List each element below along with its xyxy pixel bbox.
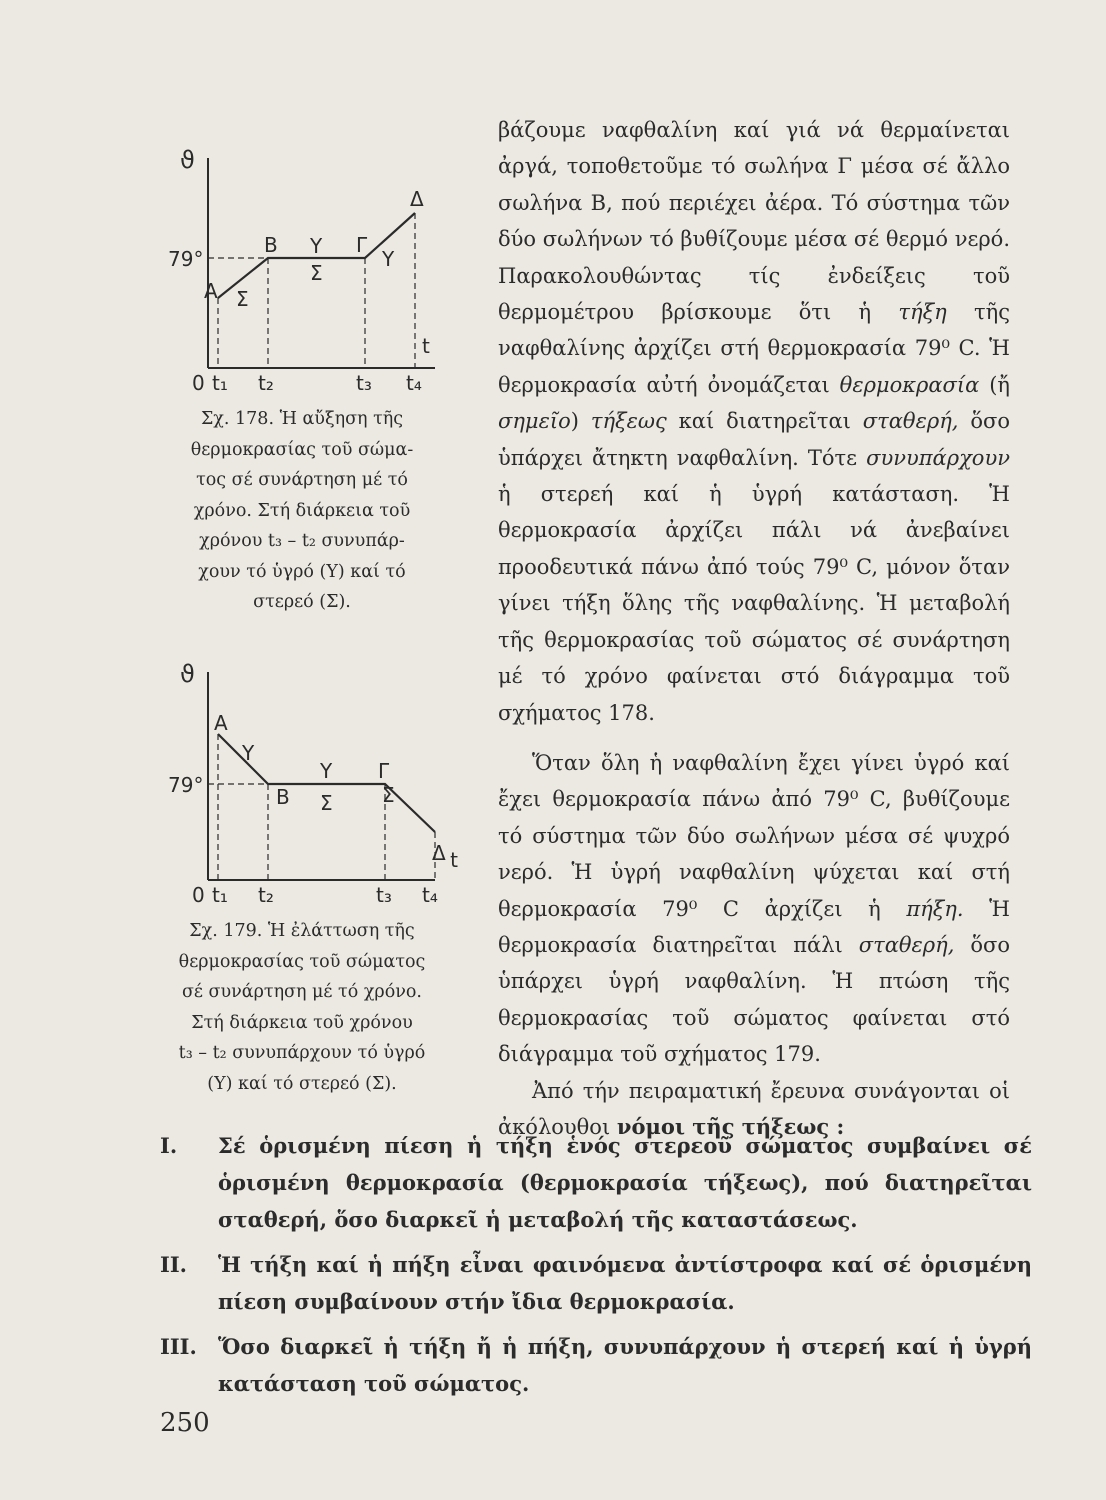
caption-line: Στή διάρκεια τοῦ χρόνου (191, 1012, 413, 1033)
caption-line: σέ συνάρτηση μέ τό χρόνο. (181, 982, 422, 1002)
paragraph-melting: βάζουμε ναφθαλίνη καί γιά νά θερμαίνεται ἀργά, τοποθετοῦμε τό σωλήνα Γ μέσα σέ ἄλλο σωλήνα Β, πού περιέχει ἀέρα. Τό σύστημα τῶν δύο σωλήνων τό βυθίζουμε μέσα σέ θερμό νερό. Παρακολουθώντας τίς ἐνδείξεις τοῦ θερμομέτρου βρίσκουμε ὅτι ἡ τήξη τῆς ναφθαλίνης ἀρχίζει στή θερμοκρασία 79⁰ C. Ἡ θερμοκρασία αὐτή ὀνομάζεται θερμοκρασία (ἤ σημεῖο) τήξεως καί διατηρεῖται σταθερή, ὅσο ὑπάρχει ἄτηκτη ναφθαλίνη. Τότε συνυπάρχουν ἡ στερεή καί ἡ ὑγρή κατάσταση. Ἡ θερμοκρασία ἀρχίζει πάλι νά ἀνεβαίνει προοδευτικά πάνω ἀπό τούς 79⁰ C, μόνον ὅταν γίνει τήξη ὅλης τῆς ναφθαλίνης. Ἡ μεταβολή τῆς θερμοκρασίας τοῦ σώματος σέ συνάρτηση μέ τό χρόνο φαίνεται στό διάγραμμα τοῦ σχήματος 178. (498, 118, 1010, 725)
origin-label: 0 (192, 883, 205, 907)
caption-line: Σχ. 179. Ἡ ἐλάττωση τῆς (189, 921, 415, 941)
caption-line: t₃ – t₂ συνυπάρχουν τό ὑγρό (178, 1043, 426, 1063)
point-g-label: Γ (356, 233, 368, 257)
point-d-label: Δ (410, 187, 424, 211)
liquid-label-1: Υ (310, 234, 323, 258)
t2-label: t₂ (258, 371, 274, 395)
caption-line: στερεό (Σ). (253, 592, 351, 612)
law-3: ΙΙΙ. Ὅσο διαρκεῖ ἡ τήξη ἤ ἡ πήξη, συνυπάρχουν ἡ στερεή καί ἡ ὑγρή κατάσταση τοῦ σώματος. (160, 1334, 1032, 1396)
point-a-label: Α (204, 279, 218, 303)
t1-label: t₁ (212, 371, 228, 395)
t2-label: t₂ (258, 883, 274, 907)
t1-label: t₁ (212, 883, 228, 907)
solid-label-2: Σ (382, 783, 395, 807)
t3-label: t₃ (356, 371, 372, 395)
point-a-label: Α (214, 711, 228, 735)
main-text-column (498, 112, 1010, 1145)
page-number: 250 (160, 1408, 210, 1438)
point-b-label: Β (264, 233, 278, 257)
figure-178-caption (156, 404, 448, 618)
caption-line: θερμοκρασίας τοῦ σώματος (178, 951, 426, 972)
t3-label: t₃ (376, 883, 392, 907)
figure-178 (160, 128, 460, 618)
time-axis-label: t (422, 334, 430, 358)
time-axis-label: t (450, 848, 458, 872)
paragraph-laws-intro: Ἀπό τήν πειραματική ἔρευνα συνάγονται οἱ ἀκόλουθοι νόμοι τῆς τήξεως : (498, 1078, 1010, 1139)
theta-label: ϑ (180, 660, 195, 688)
solid-label-1: Σ (236, 287, 249, 311)
caption-line: Σχ. 178. Ἡ αὔξηση τῆς (200, 409, 404, 429)
paragraph-solidification: Ὅταν ὅλη ἡ ναφθαλίνη ἔχει γίνει ὑγρό καί ἔχει θερμοκρασία πάνω ἀπό 79⁰ C, βυθίζουμε τό σύστημα τῶν δύο σωλήνων μέσα σέ ψυχρό νερό. Ἡ ὑγρή ναφθαλίνη ψύχεται καί στή θερμοκρασία 79⁰ C ἀρχίζει ἡ πήξη. Ἡ θερμοκρασία διατηρεῖται πάλι σταθερή, ὅσο ὑπάρχει ὑγρή ναφθαλίνη. Ἡ πτώση τῆς θερμοκρασίας τοῦ σώματος φαίνεται στό διάγραμμα τοῦ σχήματος 179. (498, 750, 1010, 1067)
solid-label-1: Σ (320, 791, 333, 815)
caption-line: (Υ) καί τό στερεό (Σ). (207, 1073, 397, 1094)
liquid-label-2: Υ (382, 247, 395, 271)
origin-label: 0 (192, 371, 205, 395)
laws-of-melting (160, 1127, 1032, 1410)
figure-179-caption (156, 916, 448, 1099)
figure-178-diagram (160, 128, 460, 398)
law-1: Ι. Σέ ὁρισμένη πίεση ἡ τήξη ἑνός στερεοῦ σώματος συμβαίνει σέ ὁρισμένη θερμοκρασία (θερμοκρασία τήξεως), πού διατηρεῖται σταθερή, ὅσο διαρκεῖ ἡ μεταβολή τῆς καταστάσεως. (160, 1133, 1032, 1232)
caption-line: χρόνου t₃ – t₂ συνυπάρ- (199, 531, 405, 551)
point-b-label: Β (276, 785, 290, 809)
figure-179 (160, 652, 460, 1099)
liquid-label-2: Υ (320, 759, 333, 783)
temp-label: 79° (168, 773, 204, 797)
t4-label: t₄ (406, 371, 422, 395)
point-g-label: Γ (378, 759, 390, 783)
liquid-label-1: Υ (242, 741, 255, 765)
point-d-label: Δ (432, 841, 446, 865)
temp-label: 79° (168, 247, 204, 271)
caption-line: τος σέ συνάρτηση μέ τό (196, 470, 408, 490)
t4-label: t₄ (422, 883, 438, 907)
caption-line: χρόνο. Στή διάρκεια τοῦ (193, 500, 411, 521)
figure-179-diagram (160, 652, 460, 912)
caption-line: χουν τό ὑγρό (Υ) καί τό (198, 561, 406, 582)
caption-line: θερμοκρασίας τοῦ σώμα- (190, 439, 414, 460)
theta-label: ϑ (180, 146, 195, 174)
solid-label-2: Σ (310, 261, 323, 285)
law-2: ΙΙ. Ἡ τήξη καί ἡ πήξη εἶναι φαινόμενα ἀντίστροφα καί σέ ὁρισμένη πίεση συμβαίνουν στήν ἴδια θερμοκρασία. (160, 1252, 1032, 1314)
